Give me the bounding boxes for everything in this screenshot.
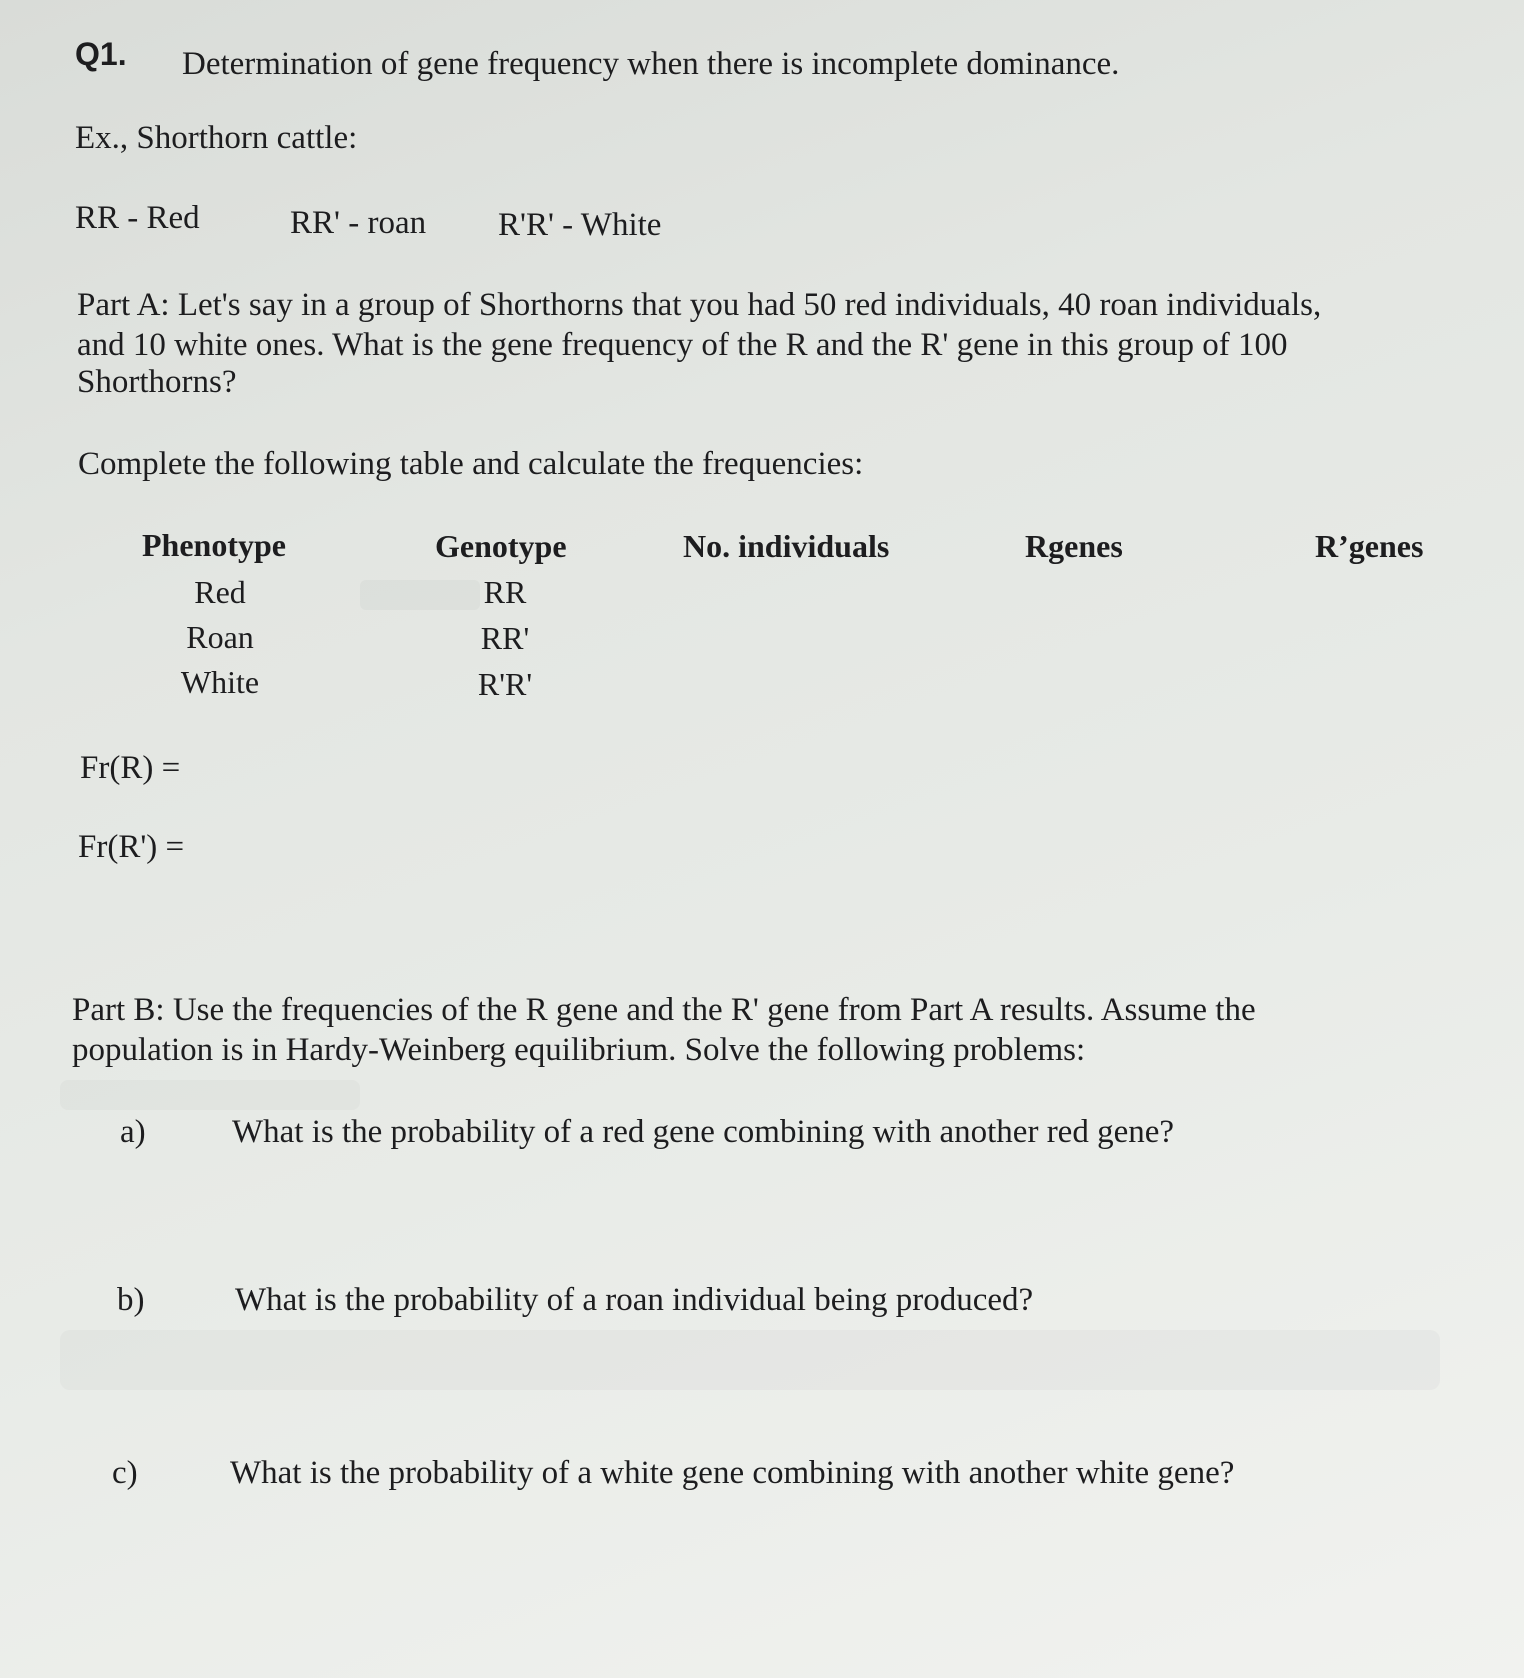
row-white-genotype: R'R' [477, 666, 533, 702]
question-a-label: a) [120, 1114, 146, 1150]
example-intro: Ex., Shorthorn cattle: [75, 120, 358, 156]
question-a-text: What is the probability of a red gene combining with another red gene? [232, 1114, 1175, 1150]
row-roan-phenotype: Roan [186, 619, 254, 655]
frequency-r-prime: Fr(R') = [78, 829, 185, 865]
part-b-line-1: Part B: Use the frequencies of the R gene and the R' gene from Part A results. Assume the [72, 992, 1256, 1028]
frequency-r: Fr(R) = [80, 750, 181, 786]
genotype-red: RR - Red [75, 200, 200, 236]
header-r-genes: Rgenes [1025, 528, 1123, 564]
genotype-roan: RR' - roan [290, 205, 427, 241]
table-instruction: Complete the following table and calculate the frequencies: [78, 446, 864, 482]
bleed-through-smudge [60, 1330, 1440, 1390]
question-b-text: What is the probability of a roan individual being produced? [235, 1282, 1034, 1318]
row-roan-genotype: RR' [480, 620, 530, 656]
genotype-white: R'R' - White [498, 207, 662, 243]
question-b-label: b) [117, 1282, 145, 1318]
header-phenotype: Phenotype [142, 527, 286, 563]
header-r-prime-genes: R’genes [1315, 528, 1424, 564]
row-red-phenotype: Red [194, 574, 246, 610]
header-no-individuals: No. individuals [683, 528, 890, 564]
part-a-line-2: and 10 white ones. What is the gene frequency of the R and the R' gene in this group of 100 [77, 327, 1288, 363]
row-white-phenotype: White [180, 664, 260, 700]
question-title: Determination of gene frequency when there is incomplete dominance. [182, 46, 1120, 82]
row-red-genotype: RR [483, 574, 527, 610]
part-b-line-2: population is in Hardy-Weinberg equilibrium. Solve the following problems: [72, 1032, 1086, 1068]
question-number: Q1. [75, 36, 127, 72]
part-a-line-1: Part A: Let's say in a group of Shorthorns that you had 50 red individuals, 40 roan individuals, [77, 287, 1322, 323]
bleed-through-smudge [60, 1080, 360, 1110]
part-a-line-3: Shorthorns? [77, 364, 237, 400]
header-genotype: Genotype [435, 528, 567, 564]
question-c-label: c) [112, 1455, 138, 1491]
question-c-text: What is the probability of a white gene combining with another white gene? [230, 1455, 1235, 1491]
